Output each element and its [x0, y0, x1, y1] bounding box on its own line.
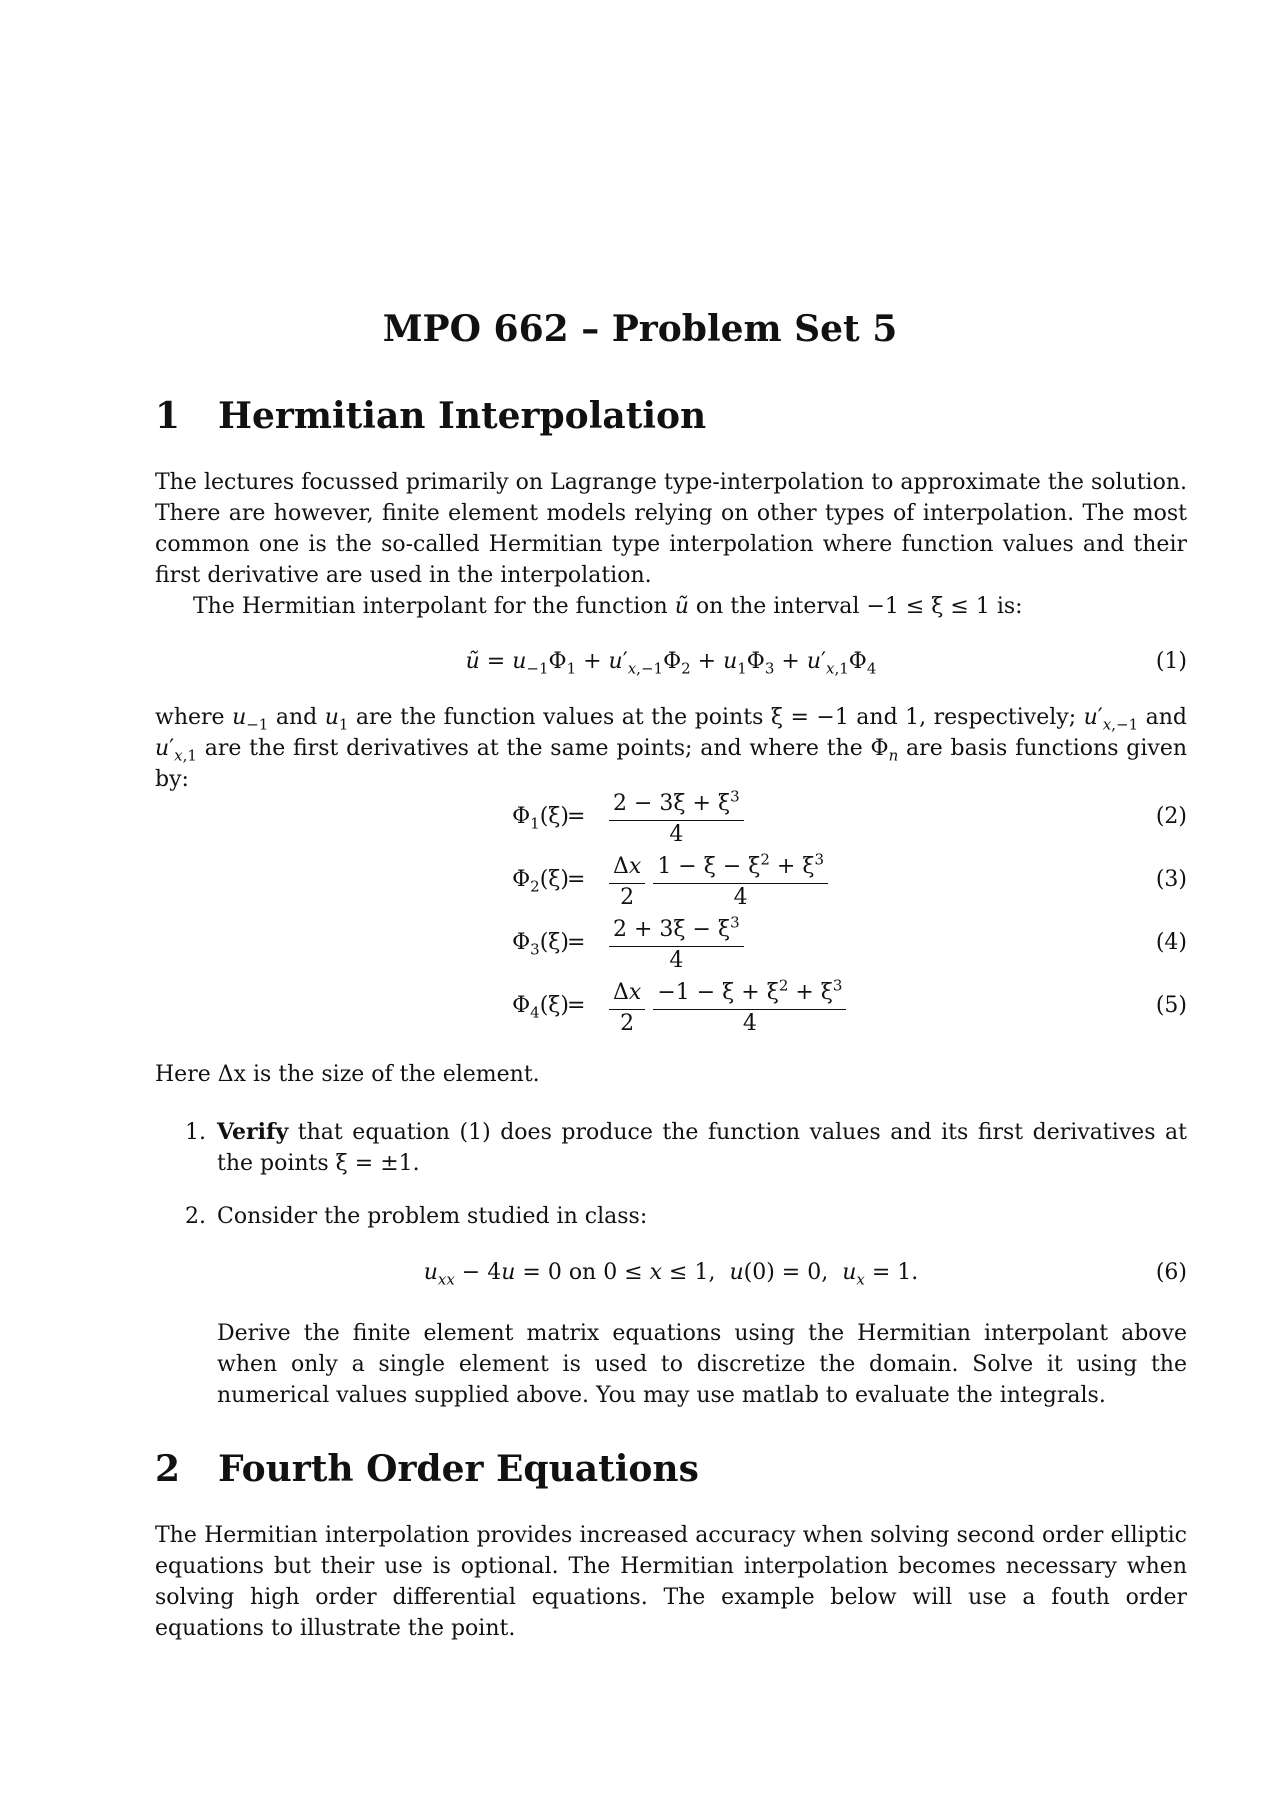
problem-list — [155, 1117, 1187, 1179]
basis-rhs: $\frac{2 + 3\xi - \xi^3}{4}$ — [605, 914, 748, 976]
text-run: are basis functions given by: — [155, 736, 1188, 792]
equation-6 — [155, 1260, 1187, 1291]
equation-number: (6) — [1155, 1260, 1187, 1285]
equation-1 — [155, 649, 1187, 680]
equation-number: (5) — [1155, 993, 1187, 1018]
equation-number: (4) — [1155, 930, 1187, 955]
text-run: The Hermitian interpolant for the function — [193, 594, 675, 619]
list-item-text: that equation (1) does produce the function values and its first derivatives at the points ξ = ±1. — [217, 1120, 1187, 1176]
list-marker: 1. — [185, 1120, 206, 1145]
list-item — [155, 1201, 1187, 1232]
basis-rhs: $\frac{\Delta x}{2}$ $\frac{1 - \xi - \xi^2 + \xi^3}{4}$ — [605, 851, 832, 913]
text-run: on the interval −1 ≤ ξ ≤ 1 is: — [688, 594, 1023, 619]
text-run: are the function values at the points ξ = −1 and 1, respectively; — [348, 705, 1084, 730]
equals-sign: = — [567, 930, 586, 955]
equals-sign: = — [567, 867, 586, 892]
section-number: 1 — [155, 395, 181, 437]
text-run: where — [155, 705, 233, 730]
equation-number: (3) — [1155, 867, 1187, 892]
section-title: Hermitian Interpolation — [218, 395, 707, 437]
basis-lhs: $\Phi_1(\xi)$ — [512, 804, 569, 833]
paragraph: Derive the finite element matrix equations using the Hermitian interpolant above when only a single element is used to discretize the domain. Solve it using the numerical values supplied above. You may use matlab to evaluate the integrals. — [217, 1321, 1187, 1408]
basis-equation-3 — [155, 851, 1187, 913]
basis-equation-4 — [155, 914, 1187, 976]
math-var: ũ — [674, 594, 689, 619]
section-number: 2 — [155, 1448, 181, 1490]
equals-sign: = — [567, 993, 586, 1018]
text-run: are the first derivatives at the same points; and where the Φ — [196, 736, 889, 761]
paragraph: Here Δx is the size of the element. — [155, 1062, 540, 1087]
basis-rhs: $\frac{2 - 3\xi + \xi^3}{4}$ — [605, 788, 748, 850]
basis-lhs: $\Phi_2(\xi)$ — [512, 867, 569, 896]
section-title: Fourth Order Equations — [218, 1448, 699, 1490]
paragraph — [155, 591, 1187, 622]
emphasis: Verify — [217, 1119, 289, 1145]
section-1-heading — [155, 395, 706, 437]
section-2-heading — [155, 1448, 699, 1490]
paragraph: where $u_{-1}$ and $u_1$ are the function values at the points ξ = −1 and 1, respectively; $u'_{x,-1}$ and $u'_{x,1}$ are the first derivatives at the same points; and where the $\Phi_n$ are basis functions given by: — [155, 705, 1188, 792]
problem-list — [155, 1201, 1187, 1232]
equation-number: (1) — [1155, 649, 1187, 674]
basis-equation-2 — [155, 788, 1187, 850]
paragraph: The lectures focussed primarily on Lagrange type-interpolation to approximate the solution. There are however, finite element models relying on other types of interpolation. The most common one is the so-called Hermitian type interpolation where function values and their first derivative are used in the interpolation. — [155, 470, 1187, 588]
equation-body: ũ = $u_{-1}\Phi_1 + u'_{x,-1}\Phi_2 + u_1\Phi_3 + u'_{x,1}\Phi_4$ — [465, 649, 877, 678]
list-item — [155, 1117, 1187, 1179]
basis-rhs: $\frac{\Delta x}{2}$ $\frac{-1 - \xi + \xi^2 + \xi^3}{4}$ — [605, 977, 850, 1039]
paragraph: The Hermitian interpolation provides increased accuracy when solving second order elliptic equations but their use is optional. The Hermitian interpolation becomes necessary when solving high order differential equations. The example below will use a fouth order equations to illustrate the point. — [155, 1523, 1187, 1641]
basis-lhs: $\Phi_3(\xi)$ — [512, 930, 569, 959]
list-marker: 2. — [185, 1204, 206, 1229]
equals-sign: = — [567, 804, 586, 829]
text-run: and — [268, 705, 325, 730]
page-title: MPO 662 – Problem Set 5 — [382, 308, 898, 350]
basis-equation-5 — [155, 977, 1187, 1039]
equation-number: (2) — [1155, 804, 1187, 829]
equation-body: $u_{xx} - 4u = 0$ on 0 ≤ x ≤ 1, u(0) = 0, $u_x = 1$. — [423, 1260, 919, 1289]
text-run: and — [1138, 705, 1188, 730]
list-item-text: Consider the problem studied in class: — [217, 1204, 648, 1229]
basis-lhs: $\Phi_4(\xi)$ — [512, 993, 569, 1022]
